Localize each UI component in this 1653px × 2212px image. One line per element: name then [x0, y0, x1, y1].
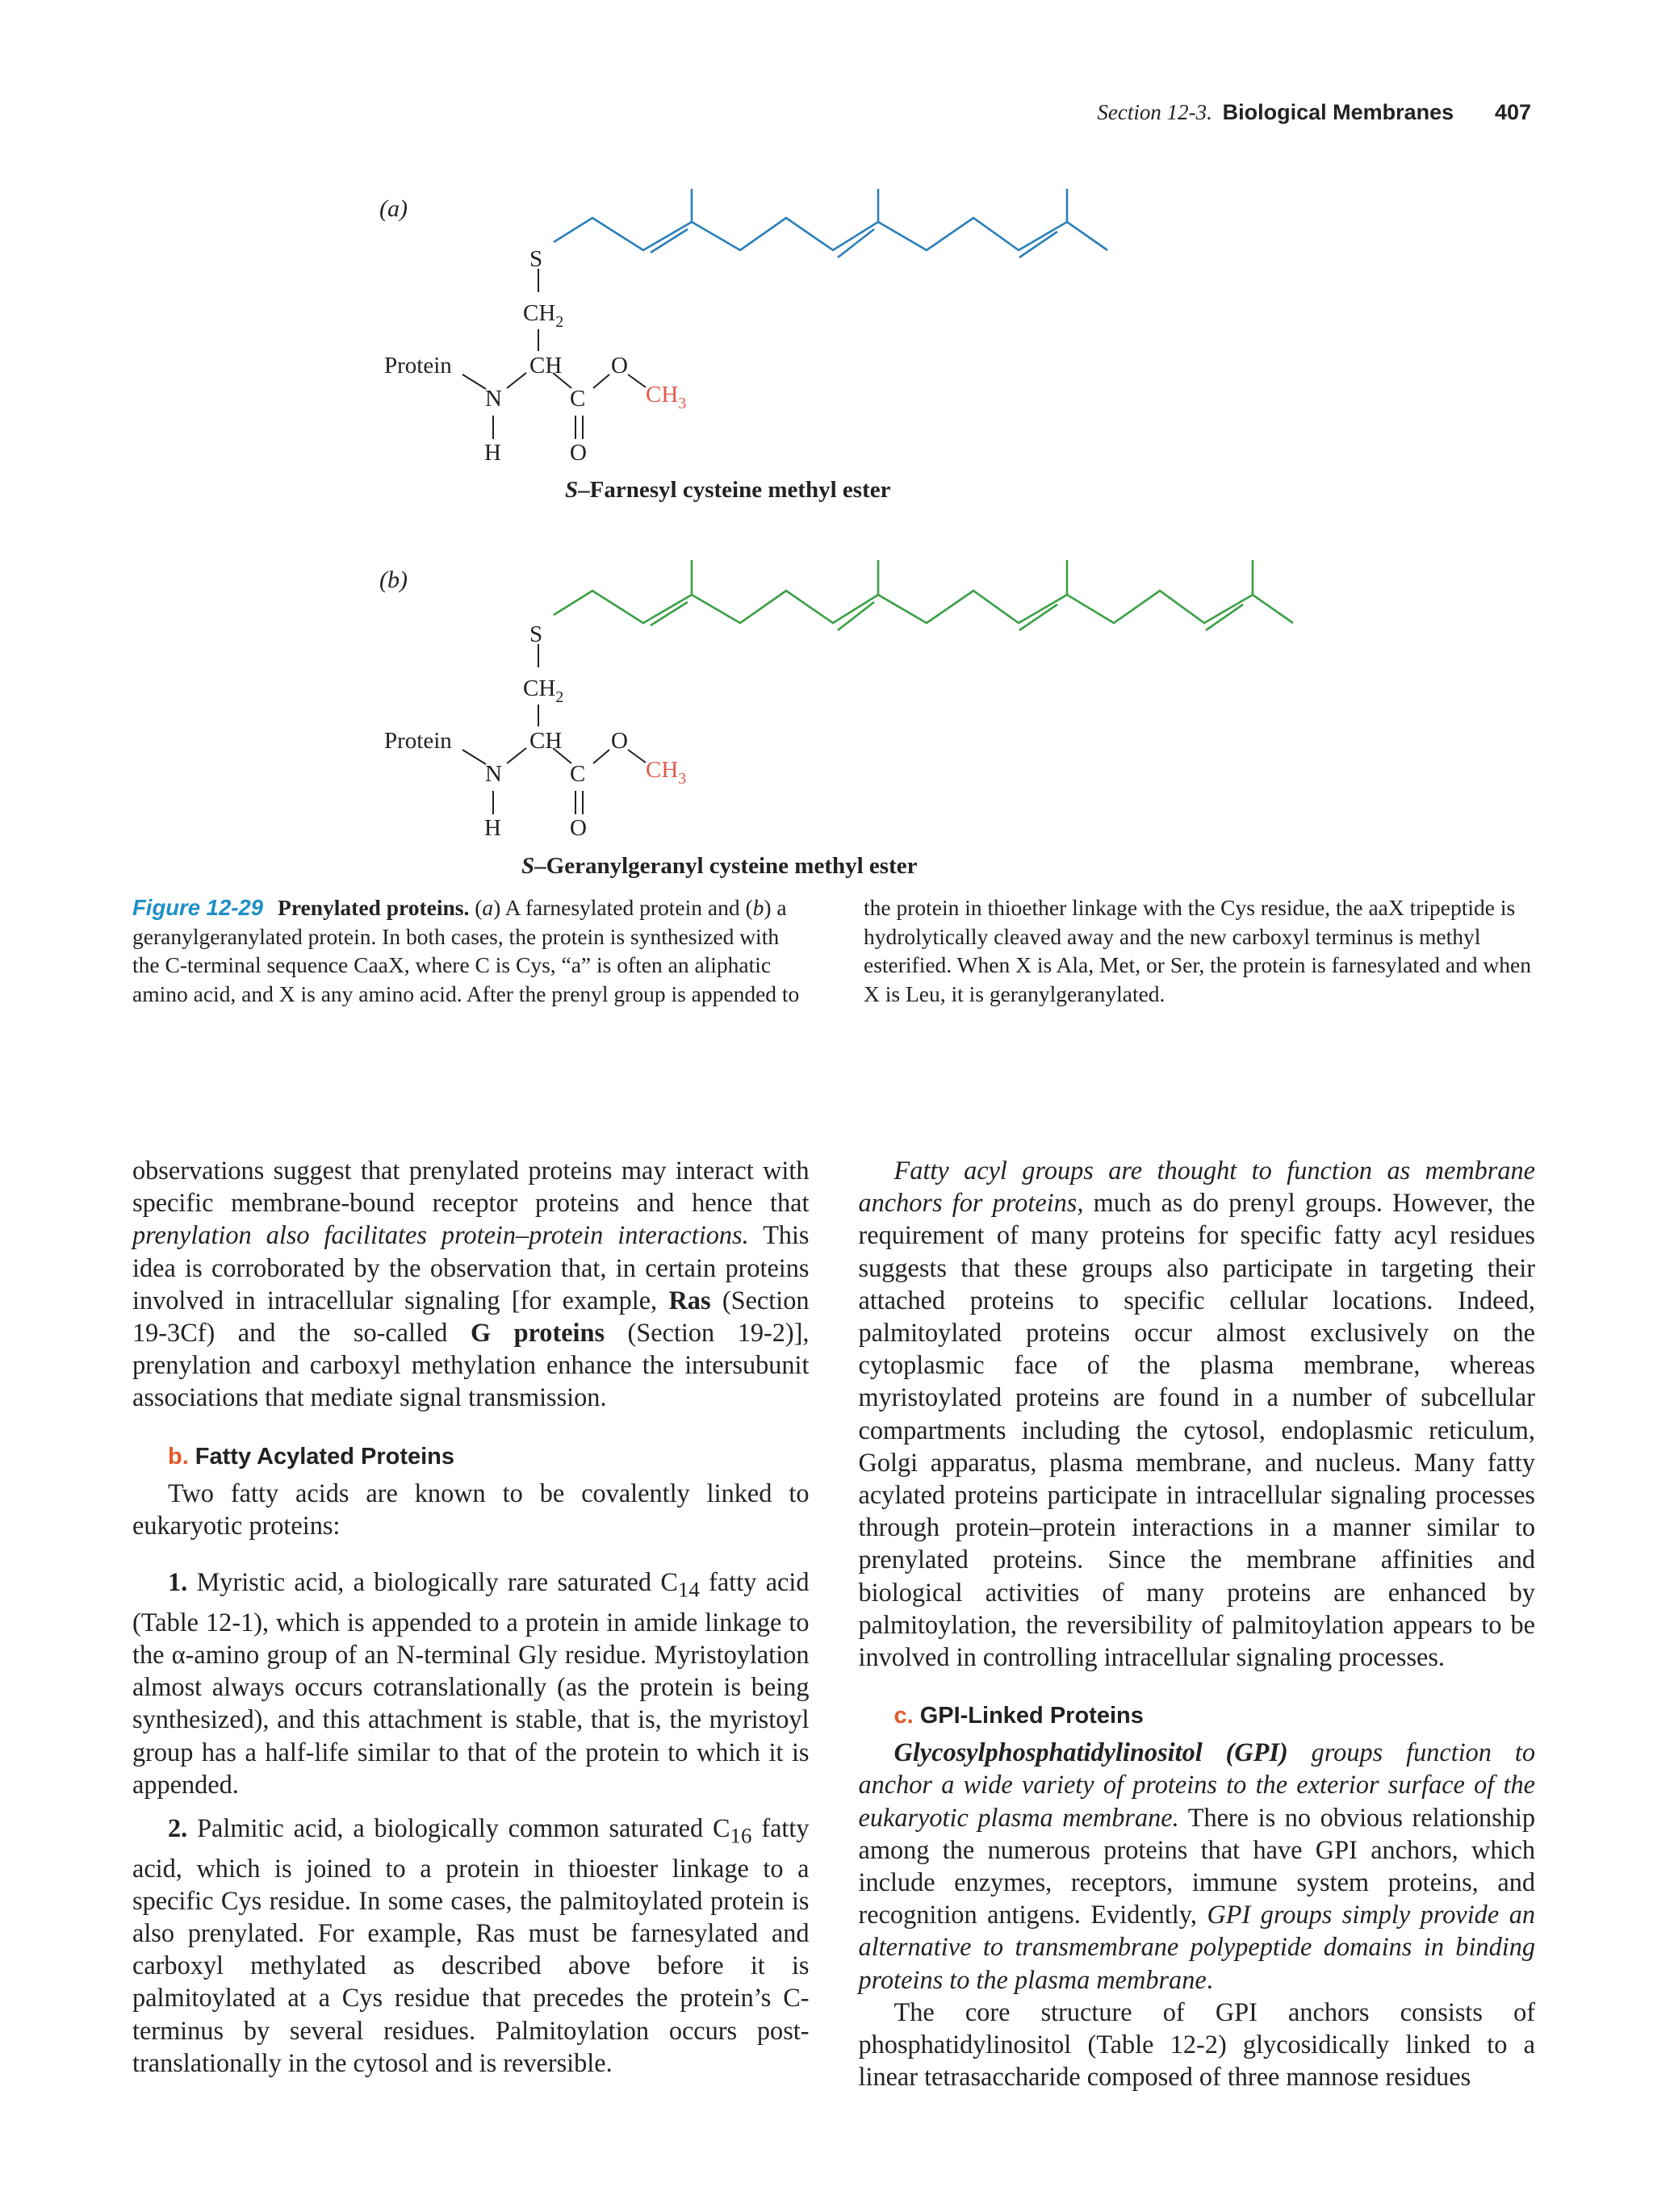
atom-c-b: C: [570, 761, 586, 787]
list-item-palmitic: 2. Palmitic acid, a biologically common saturated $C_{16}$ fatty acid, which is joined to a protein in thioester linkage to a specific Cys residue. In some cases, the palmitoylated protein is also prenylated. For example, Ras must be farnesylated and carboxyl methylated as described above before it is palmitoylated at a Cys residue that precedes the protein’s C-terminus by several residues. Palmitoylation occurs post-translationally in the cytosol and is reversible.: [132, 1813, 810, 2077]
running-header: [1097, 100, 1531, 125]
geranylgeranyl-chain: [554, 560, 1293, 630]
body-text: [132, 1154, 1535, 2106]
atom-ch2-b: $CH_2$: [523, 675, 564, 706]
figure-panel-b: [0, 557, 1653, 888]
panel-a-label: (a): [379, 195, 408, 222]
atom-o-ester-a: O: [611, 353, 628, 378]
panel-b-label: (b): [379, 567, 408, 593]
atom-n-a: N: [485, 386, 502, 412]
paragraph-gpi: Glycosylphosphatidylinositol (GPI) groups function to anchor a wide variety of proteins to the exterior surface of the eukaryotic plasma membrane. There is no obvious relationship among the numerous proteins that have GPI anchors, which include enzymes, receptors, immune system proteins, and recognition antigens. Evidently, GPI groups simply provide an alternative to transmembrane polypeptide domains in binding proteins to the plasma membrane.: [858, 1737, 1535, 1994]
list-item-myristic: 1. Myristic acid, a biologically rare saturated $C_{14}$ fatty acid (Table 12-1), which is appended to a protein in amide linkage to the α-amino group of an N-terminal Gly residue. Myristoylation almost always occurs cotranslationally (as the protein is being synthesized), and this attachment is stable, that is, the myristoyl group has a half-life similar to that of the protein to which it is appended.: [132, 1567, 810, 1799]
protein-label-b: Protein: [384, 728, 452, 754]
section-title: Biological Membranes: [1222, 100, 1454, 124]
paragraph-fatty-acyl-anchors: Fatty acyl groups are thought to function as membrane anchors for proteins, much as do prenyl groups. However, the requirement of many proteins for specific fatty acyl residues suggests that these groups also participate in targeting their attached proteins to specific cellular locations. Indeed, palmitoylated proteins occur almost exclusively on the cytoplasmic face of the plasma membrane, whereas myristoylated proteins are found in a number of subcellular compartments including the cytosol, endoplasmic reticulum, Golgi apparatus, plasma membrane, and nucleus. Many fatty acylated proteins participate in intracellular signaling processes through protein–protein interactions in a manner similar to prenylated proteins. Since the membrane affinities and biological activities of many proteins are enhanced by palmitoylation, the reversibility of palmitoylation appears to be involved in controlling intracellular signaling processes.: [858, 1156, 1535, 1672]
figure-panel-a: [0, 186, 1653, 508]
atom-o-carbonyl-b: O: [570, 815, 587, 841]
atom-o-ester-b: O: [611, 728, 628, 754]
atom-ch-b: CH: [529, 728, 563, 754]
methyl-group-a: $CH_3$: [646, 382, 687, 412]
methyl-group-b: $CH_3$: [646, 757, 687, 788]
section-number: Section 12-3.: [1097, 100, 1212, 124]
paragraph-prenylation: observations suggest that prenylated proteins may interact with specific membrane-bound receptor proteins and hence that prenylation also facilitates protein–protein interactions. This idea is corroborated by the observation that, in certain proteins involved in intracellular signaling [for example, Ras (Section 19-3Cf) and the so-called G proteins (Section 19-2)], prenylation and carboxyl methylation enhance the intersubunit associations that mediate signal transmission.: [132, 1156, 810, 1412]
atom-ch-a: CH: [529, 353, 563, 378]
compound-name-b: S–Geranylgeranyl cysteine methyl ester: [521, 853, 918, 879]
compound-name-a: S–Farnesyl cysteine methyl ester: [565, 477, 891, 503]
page-number: 407: [1494, 100, 1531, 124]
atom-s-a: S: [529, 246, 543, 272]
heading-fatty-acylated: b. Fatty Acylated Proteins: [168, 1443, 455, 1470]
figure-caption: Figure 12-29 Prenylated proteins. (a) A farnesylated protein and (b) a geranylgeranylated protein. In both cases, the protein is synthesized with the C-terminal sequence CaaX, where C is Cys, “a” is often an aliphatic amino acid, and X is any amino acid. After the prenyl group is appended to the protein in thioether linkage with the Cys residue, the aaX tripeptide is hydrolytically cleaved away and the new carboxyl terminus is methyl esterified. When X is Ala, Met, or Ser, the protein is farnesylated and when X is Leu, it is geranylgeranylated.: [132, 895, 1531, 1006]
farnesyl-chain: [554, 189, 1107, 257]
atom-h-a: H: [484, 440, 501, 466]
atom-h-b: H: [484, 815, 501, 841]
atom-o-carbonyl-a: O: [570, 440, 587, 466]
protein-label-a: Protein: [384, 353, 452, 378]
figure-label: Figure 12-29: [132, 895, 264, 920]
atom-c-a: C: [570, 386, 586, 412]
figure-title: Prenylated proteins.: [278, 895, 470, 920]
atom-s-b: S: [529, 621, 543, 647]
atom-ch2-a: $CH_2$: [523, 300, 564, 331]
heading-gpi-linked: c. GPI-Linked Proteins: [893, 1703, 1144, 1729]
atom-n-b: N: [485, 761, 502, 787]
paragraph-gpi-core: The core structure of GPI anchors consists of phosphatidylinositol (Table 12-2) glycosidically linked to a linear tetrasaccharide composed of three mannose residues: [858, 1997, 1535, 2092]
paragraph-two-fatty-acids: Two fatty acids are known to be covalently linked to eukaryotic proteins:: [132, 1478, 810, 1540]
